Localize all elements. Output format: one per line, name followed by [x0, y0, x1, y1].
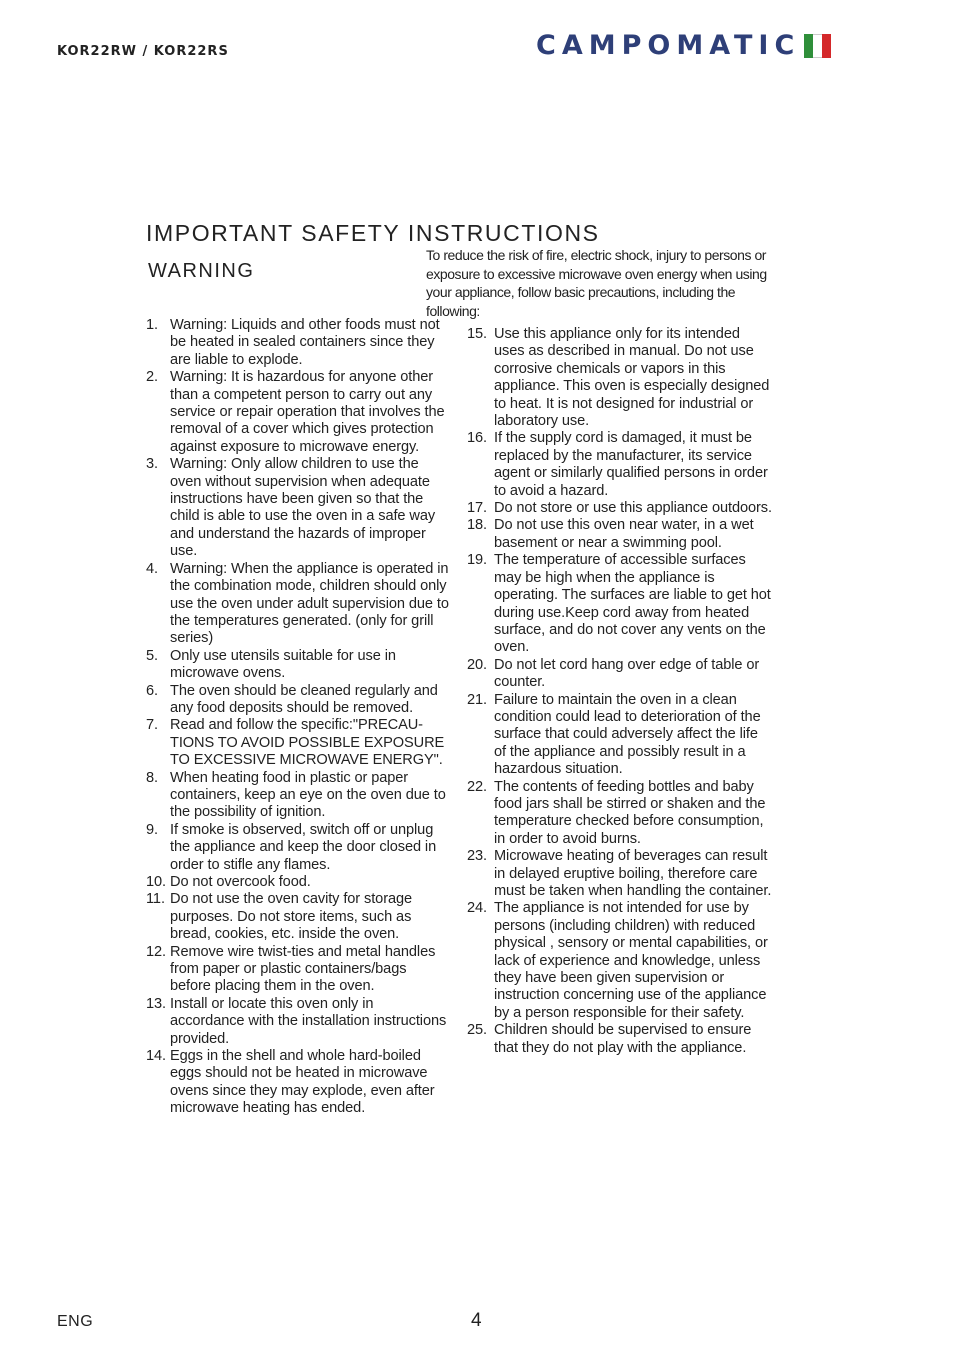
model-number: KOR22RW / KOR22RS — [57, 44, 229, 59]
instruction-item — [146, 456, 451, 560]
instruction-item — [146, 561, 451, 648]
instruction-text: Install or locate this oven only in accordance with the installation instructions provided. — [170, 995, 447, 1047]
instruction-text: Warning: Only allow children to use the oven without supervision when adequate instructions have been given so that the child is able to use the oven in a safe way and understand the hazards of improper use. — [170, 456, 436, 560]
instruction-item — [146, 874, 451, 891]
instruction-number: 12. — [146, 943, 166, 960]
warning-heading: WARNING — [148, 260, 255, 282]
instruction-number: 3. — [146, 456, 158, 473]
instruction-text: Read and follow the specific:"PRECAU-TIONS TO AVOID POSSIBLE EXPOSURE TO EXCESSIVE MICROWAVE ENERGY". — [170, 717, 445, 769]
instruction-text: Warning: Liquids and other foods must not be heated in sealed containers since they are liable to explode. — [170, 317, 440, 368]
instruction-number: 14. — [146, 1048, 166, 1065]
instructions-list-right — [467, 326, 773, 1057]
instruction-item — [467, 779, 773, 849]
instruction-text: Warning: When the appliance is operated in the combination mode, children should only use the oven under adult supervision due to the temperatures generated. (only for grill series) — [170, 560, 449, 647]
instruction-item — [467, 552, 773, 656]
instruction-item — [146, 648, 451, 683]
instruction-item — [146, 317, 451, 369]
instruction-text: The appliance is not intended for use by persons (including children) with reduced physical , sensory or mental capabilities, or lack of experience and knowledge, unless they have been given supervision or instruction concerning use of the appliance by a person responsible for their safety. — [494, 900, 768, 1021]
language-code: ENG — [57, 1313, 94, 1330]
instruction-number: 21. — [467, 691, 487, 708]
instruction-item — [146, 996, 451, 1048]
instruction-text: Only use utensils suitable for use in microwave ovens. — [170, 647, 396, 682]
page-title: IMPORTANT SAFETY INSTRUCTIONS — [146, 220, 600, 246]
instruction-number: 10. — [146, 874, 166, 890]
instruction-number: 13. — [146, 995, 166, 1012]
instruction-item — [146, 770, 451, 822]
instruction-number: 6. — [146, 682, 158, 699]
instruction-number: 5. — [146, 647, 158, 664]
instructions-list-left — [146, 317, 451, 1118]
intro-paragraph: To reduce the risk of fire, electric shock, injury to persons or exposure to excessive microwave oven energy when using your appliance, follow basic precautions, including the following: — [426, 247, 767, 319]
instruction-text: Failure to maintain the oven in a clean condition could lead to deterioration of the surface that could adversely affect the life of the appliance and possibly result in a hazardous situation. — [494, 691, 761, 778]
instruction-item — [467, 326, 773, 430]
instruction-number: 8. — [146, 769, 158, 786]
instruction-number: 24. — [467, 900, 487, 917]
instruction-item — [467, 692, 773, 779]
instruction-number: 23. — [467, 848, 487, 865]
instruction-item — [467, 500, 773, 517]
instruction-item — [467, 1022, 773, 1057]
instruction-number: 22. — [467, 778, 487, 795]
instruction-text: Do not let cord hang over edge of table or counter. — [494, 656, 760, 691]
instruction-text: If the supply cord is damaged, it must be replaced by the manufacturer, its service agent or similarly qualified persons in order to avoid a hazard. — [494, 430, 768, 499]
instruction-text: Eggs in the shell and whole hard-boiled eggs should not be heated in microwave ovens since they may explode, even after microwave heating has ended. — [170, 1048, 435, 1117]
instruction-number: 1. — [146, 317, 158, 333]
instruction-item — [467, 430, 773, 500]
instruction-item — [467, 900, 773, 1022]
instruction-item — [467, 657, 773, 692]
instruction-number: 25. — [467, 1022, 487, 1039]
instruction-number: 18. — [467, 517, 487, 534]
brand-wordmark: CAMPOMATIC — [536, 30, 801, 61]
instruction-text: Do not overcook food. — [170, 874, 311, 890]
instruction-number: 16. — [467, 430, 487, 447]
instruction-item — [467, 848, 773, 900]
instruction-text: The temperature of accessible surfaces may be high when the appliance is operating. The surfaces are liable to get hot during use.Keep cord away from heated surface, and do not cover any vents on the oven. — [494, 552, 771, 656]
instruction-text: Remove wire twist-ties and metal handles from paper or plastic containers/bags before placing them in the oven. — [170, 943, 436, 995]
instruction-text: Do not use this oven near water, in a wet basement or near a swimming pool. — [494, 517, 754, 551]
instruction-text: Warning: It is hazardous for anyone other than a competent person to carry out any service or repair operation that involves the removal of a cover which gives protection against exposure to microwave energy. — [170, 369, 445, 455]
instruction-item — [146, 891, 451, 943]
instruction-number: 7. — [146, 717, 158, 734]
instruction-number: 19. — [467, 552, 487, 569]
flag-stripe-green — [804, 34, 813, 58]
instruction-text: The oven should be cleaned regularly and any food deposits should be removed. — [170, 682, 438, 716]
flag-stripe-white — [813, 34, 822, 58]
instruction-text: Do not use the oven cavity for storage purposes. Do not store items, such as bread, cookies, etc. inside the oven. — [170, 891, 412, 943]
instruction-number: 9. — [146, 821, 158, 838]
instruction-item — [467, 517, 773, 552]
instruction-item — [146, 944, 451, 996]
instruction-item — [146, 717, 451, 769]
instruction-text: Use this appliance only for its intended uses as described in manual. Do not use corrosive chemicals or vapors in this appliance. This oven is especially designed to heat. It is not designed for industrial or laboratory use. — [494, 326, 770, 430]
instruction-item — [146, 1048, 451, 1118]
instruction-item — [146, 822, 451, 874]
instruction-number: 17. — [467, 500, 487, 517]
instruction-text: Children should be supervised to ensure that they do not play with the appliance. — [494, 1022, 752, 1056]
instruction-number: 2. — [146, 369, 158, 386]
instruction-number: 11. — [146, 891, 165, 908]
instruction-item — [146, 683, 451, 718]
instruction-number: 4. — [146, 560, 158, 577]
instruction-text: When heating food in plastic or paper containers, keep an eye on the oven due to the possibility of ignition. — [170, 769, 446, 821]
italian-flag-icon — [804, 34, 831, 58]
instruction-text: Do not store or use this appliance outdoors. — [494, 500, 772, 517]
instruction-number: 15. — [467, 326, 487, 342]
instruction-text: Microwave heating of beverages can result in delayed eruptive boiling, therefore care must be taken when handling the container. — [494, 848, 772, 899]
brand-logo — [536, 30, 831, 61]
instruction-text: If smoke is observed, switch off or unplug the appliance and keep the door closed in order to stifle any flames. — [170, 821, 437, 873]
instruction-text: The contents of feeding bottles and baby food jars shall be stirred or shaken and the temperature checked before consumption, in order to avoid burns. — [494, 778, 766, 847]
instruction-number: 20. — [467, 656, 487, 673]
instruction-item — [146, 369, 451, 456]
flag-stripe-red — [822, 34, 831, 58]
page-number: 4 — [471, 1310, 482, 1331]
